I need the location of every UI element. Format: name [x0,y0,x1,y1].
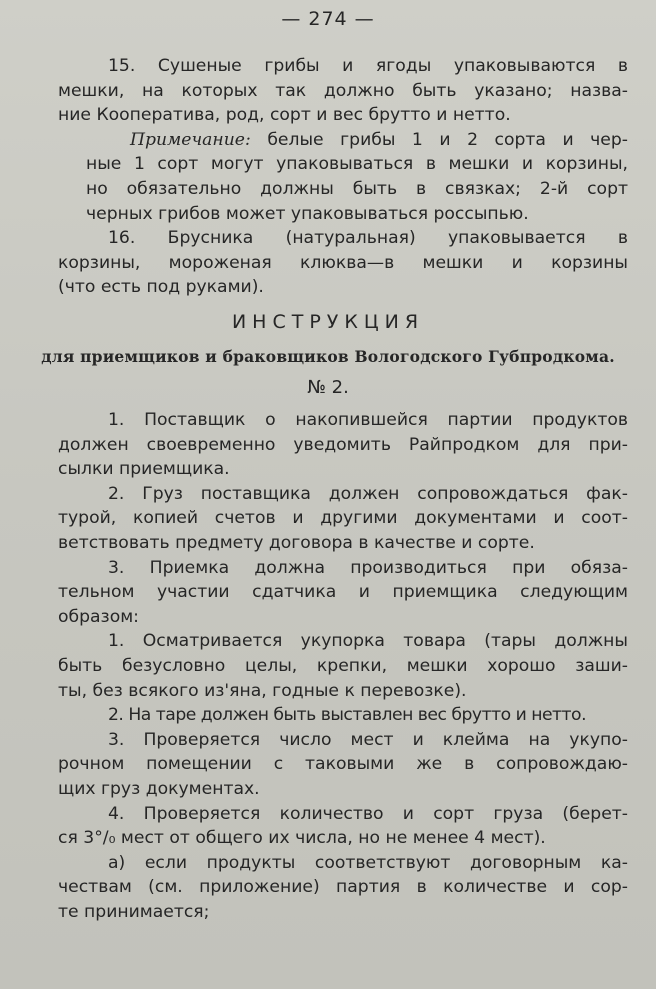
text-line: 16. Брусника (натуральная) упаковывается в [108,228,628,249]
text-line: мешки, на которых так должно быть указано; назва- [58,80,628,101]
note-label: Примечание: [130,129,251,150]
text-line: образом: [58,606,139,627]
text-line: 3. Приемка должна производиться при обяза- [108,557,628,578]
text-line: черных грибов может упаковываться россыпью. [86,203,529,224]
text-line: щих груз документах. [58,778,260,799]
instruction-body [58,408,628,924]
note-first-line [58,128,628,153]
paragraph-1 [58,408,628,482]
instruction-subtitle: для приемщиков и браковщиков Вологодского Губпродкома. [41,347,615,366]
text-line: тельном участии сдатчика и приемщика следующим [58,582,628,603]
paragraph-2 [58,482,628,556]
page-number: — 274 — [281,8,375,30]
text-line: чествам (см. приложение) партия в количестве и сор- [58,877,628,898]
text-line: корзины, мороженая клюква—в мешки и корзины [58,252,628,273]
item-15 [58,54,628,128]
text-line: те принимается; [58,901,210,922]
text-line: сылки приемщика. [58,459,230,480]
instruction-number: № 2. [307,377,349,398]
text-line: 2. На таре должен быть выставлен вес брутто и нетто. [108,705,587,726]
item-16 [58,226,628,300]
instruction-title: ИНСТРУКЦИЯ [231,311,425,333]
text-line: ветствовать предмету договора в качестве и сорте. [58,532,535,553]
note-text: белые грибы 1 и 2 сорта и чер- [267,129,628,150]
text-line: 4. Проверяется количество и сорт груза (берет- [108,803,628,824]
text-line: быть безусловно целы, крепки, мешки хорошо заши- [58,655,628,676]
text-line: 1. Поставщик о накопившейся партии продуктов [108,410,628,430]
subpoint-2 [58,703,628,728]
text-line: 1. Осматривается укупорка товара (тары должны [108,631,628,652]
text-line: должен своевременно уведомить Райпродком для при- [58,434,628,455]
note [58,128,628,226]
paragraph-3 [58,556,628,630]
subpoint-4 [58,802,628,851]
text-line: а) если продукты соответствуют договорным ка- [108,852,628,873]
text-line: ты, без всякого из'яна, годные к перевозке). [58,680,467,701]
text-line: ся 3°/₀ мест от общего их числа, но не менее 4 мест). [58,828,546,849]
text-line: ные 1 сорт могут упаковываться в мешки и корзины, [86,154,628,175]
subpoint-4a [58,851,628,925]
text-line: ние Кооператива, род, сорт и вес брутто и нетто. [58,105,511,126]
text-line: турой, копией счетов и другими документами и соот- [58,508,628,529]
text-line: 2. Груз поставщика должен сопровождаться фак- [108,483,628,504]
text-line: 15. Сушеные грибы и ягоды упаковываются в [108,56,628,76]
text-line: (что есть под руками). [58,277,264,298]
text-line: рочном помещении с таковыми же в сопровождаю- [58,754,628,775]
text-line: 3. Проверяется число мест и клейма на укупо- [108,729,628,750]
subpoint-1 [58,629,628,703]
text-line: но обязательно должны быть в связках; 2-й сорт [86,178,628,199]
subpoint-3 [58,728,628,802]
items-15-16-section [58,54,628,300]
